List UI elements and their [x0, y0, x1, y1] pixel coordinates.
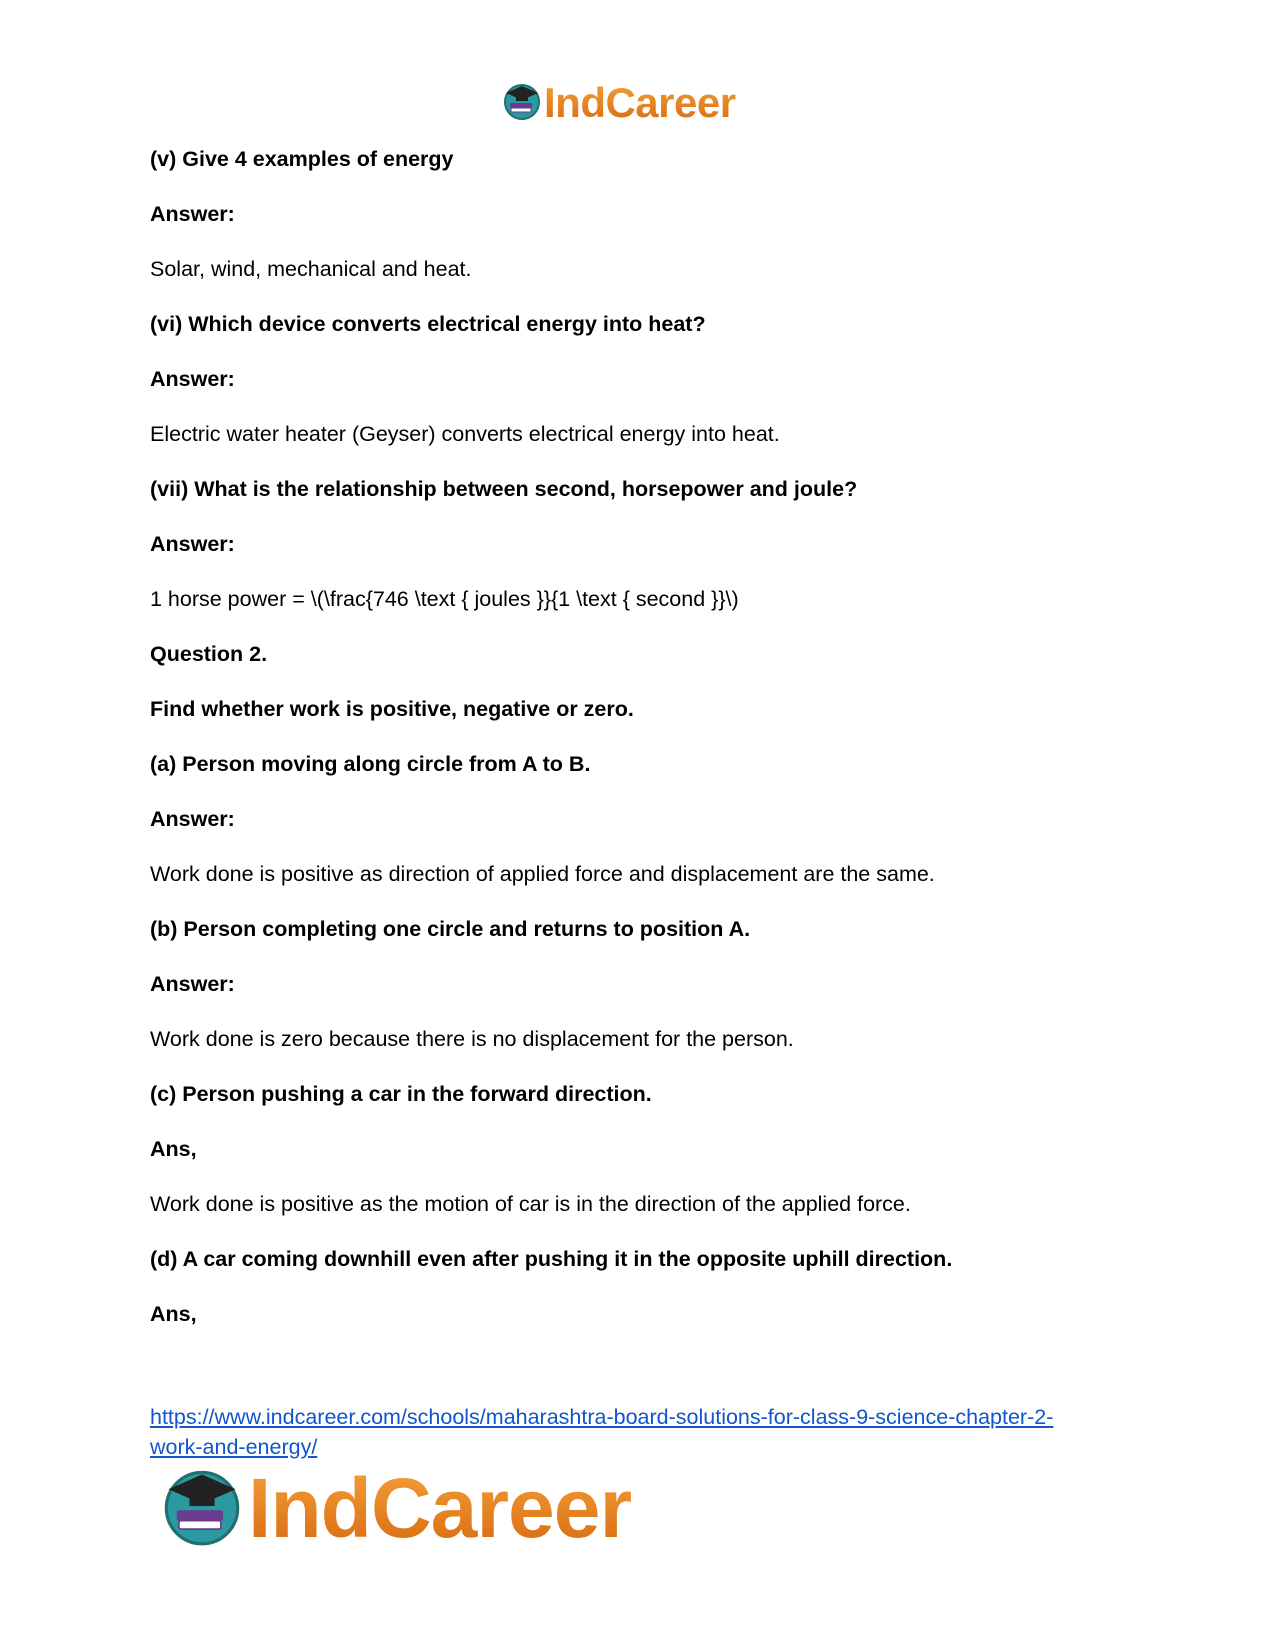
source-link-line-1: https://www.indcareer.com/schools/maharashtra-board-solutions-for-class-9-science-chapter-2- [150, 1405, 1054, 1429]
source-link-line-2: work-and-energy/ [150, 1435, 318, 1459]
answer-label: Answer: [150, 367, 235, 391]
question-c: (c) Person pushing a car in the forward direction. [150, 1082, 652, 1106]
answer-label: Answer: [150, 532, 235, 556]
question-vii: (vii) What is the relationship between second, horsepower and joule? [150, 477, 858, 501]
answer-text: Work done is zero because there is no displacement for the person. [150, 1027, 794, 1051]
answer-label: Ans, [150, 1137, 197, 1161]
question-v: (v) Give 4 examples of energy [150, 147, 454, 171]
answer-label: Answer: [150, 972, 235, 996]
question-vi: (vi) Which device converts electrical energy into heat? [150, 312, 706, 336]
question-a: (a) Person moving along circle from A to B. [150, 752, 591, 776]
answer-label: Answer: [150, 202, 235, 226]
graduation-globe-icon [502, 81, 542, 126]
source-link[interactable] [150, 1405, 1053, 1459]
answer-text: Work done is positive as direction of applied force and displacement are the same. [150, 862, 935, 886]
document-body [150, 146, 1150, 1327]
answer-label: Answer: [150, 807, 235, 831]
header-logo [502, 80, 736, 126]
graduation-globe-icon [160, 1464, 244, 1553]
footer-logo [160, 1463, 631, 1553]
question-heading: Question 2. [150, 642, 268, 666]
question-b: (b) Person completing one circle and returns to position A. [150, 917, 751, 941]
answer-text: Work done is positive as the motion of car is in the direction of the applied force. [150, 1192, 911, 1216]
answer-label: Ans, [150, 1302, 197, 1326]
question-prompt: Find whether work is positive, negative or zero. [150, 697, 634, 721]
question-d: (d) A car coming downhill even after pushing it in the opposite uphill direction. [150, 1247, 953, 1271]
logo-text: IndCareer [248, 1461, 632, 1555]
answer-text: 1 horse power = \(\frac{746 \text { joules }}{1 \text { second }}\) [150, 587, 739, 611]
answer-text: Solar, wind, mechanical and heat. [150, 257, 472, 281]
answer-text: Electric water heater (Geyser) converts electrical energy into heat. [150, 422, 780, 446]
source-link-block [150, 1402, 1150, 1462]
logo-text: IndCareer [544, 79, 736, 126]
